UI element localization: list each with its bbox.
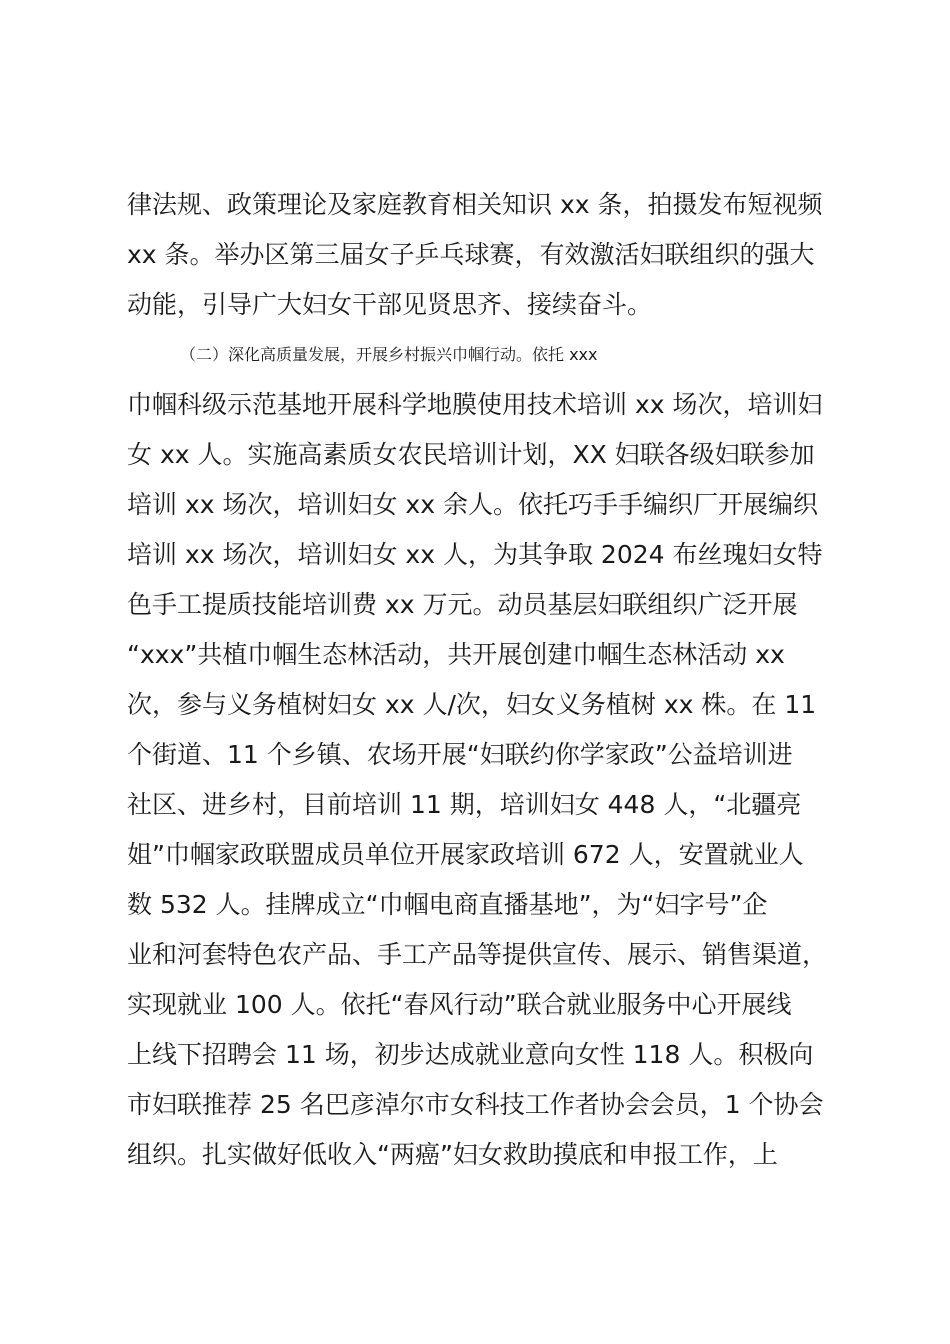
text-line-19: 市妇联推荐 25 名巴彦淖尔市女科技工作者协会会员，1 个协会: [127, 1090, 824, 1119]
text-line-1: 律法规、政策理论及家庭教育相关知识 xx 条，拍摄发布短视频: [127, 190, 823, 219]
text-line-12: 个街道、11 个乡镇、农场开展“妇联约你学家政”公益培训进: [127, 740, 793, 769]
text-line-16: 业和河套特色农产品、手工产品等提供宣传、展示、销售渠道，: [127, 940, 828, 969]
text-line-15: 数 532 人。挂牌成立“巾帼电商直播基地”，为“妇字号”企: [127, 890, 768, 919]
text-line-13: 社区、进乡村，目前培训 11 期，培训妇女 448 人，“北疆亮: [127, 790, 802, 819]
text-line-8: 培训 xx 场次，培训妇女 xx 人，为其争取 2024 布丝瑰妇女特: [127, 540, 823, 569]
text-line-7: 培训 xx 场次，培训妇女 xx 余人。依托巧手手编织厂开展编织: [127, 490, 818, 519]
text-line-17: 实现就业 100 人。依托“春风行动”联合就业服务中心开展线: [127, 990, 792, 1019]
text-line-20: 组织。扎实做好低收入“两癌”妇女救助摸底和申报工作，上: [127, 1140, 778, 1169]
text-line-5: 巾帼科级示范基地开展科学地膜使用技术培训 xx 场次，培训妇: [127, 390, 823, 419]
text-line-6: 女 xx 人。实施高素质女农民培训计划，XX 妇联各级妇联参加: [127, 440, 815, 469]
text-line-10: “xxx”共植巾帼生态林活动，共开展创建巾帼生态林活动 xx: [127, 640, 785, 669]
text-line-18: 上线下招聘会 11 场，初步达成就业意向女性 118 人。积极向: [127, 1040, 814, 1069]
text-line-3: 动能，引导广大妇女干部见贤思齐、接续奋斗。: [127, 290, 653, 319]
text-line-11: 次，参与义务植树妇女 xx 人/次，妇女义务植树 xx 株。在 11: [127, 690, 817, 719]
text-line-14: 姐”巾帼家政联盟成员单位开展家政培训 672 人，安置就业人: [127, 840, 804, 869]
text-line-9: 色手工提质技能培训费 xx 万元。动员基层妇联组织广泛开展: [127, 590, 798, 619]
text-line-2: xx 条。举办区第三届女子乒乓球赛，有效激活妇联组织的强大: [127, 240, 815, 269]
section-heading-line: （二）深化高质量发展，开展乡村振兴巾帼行动。依托 xxx: [180, 345, 598, 364]
